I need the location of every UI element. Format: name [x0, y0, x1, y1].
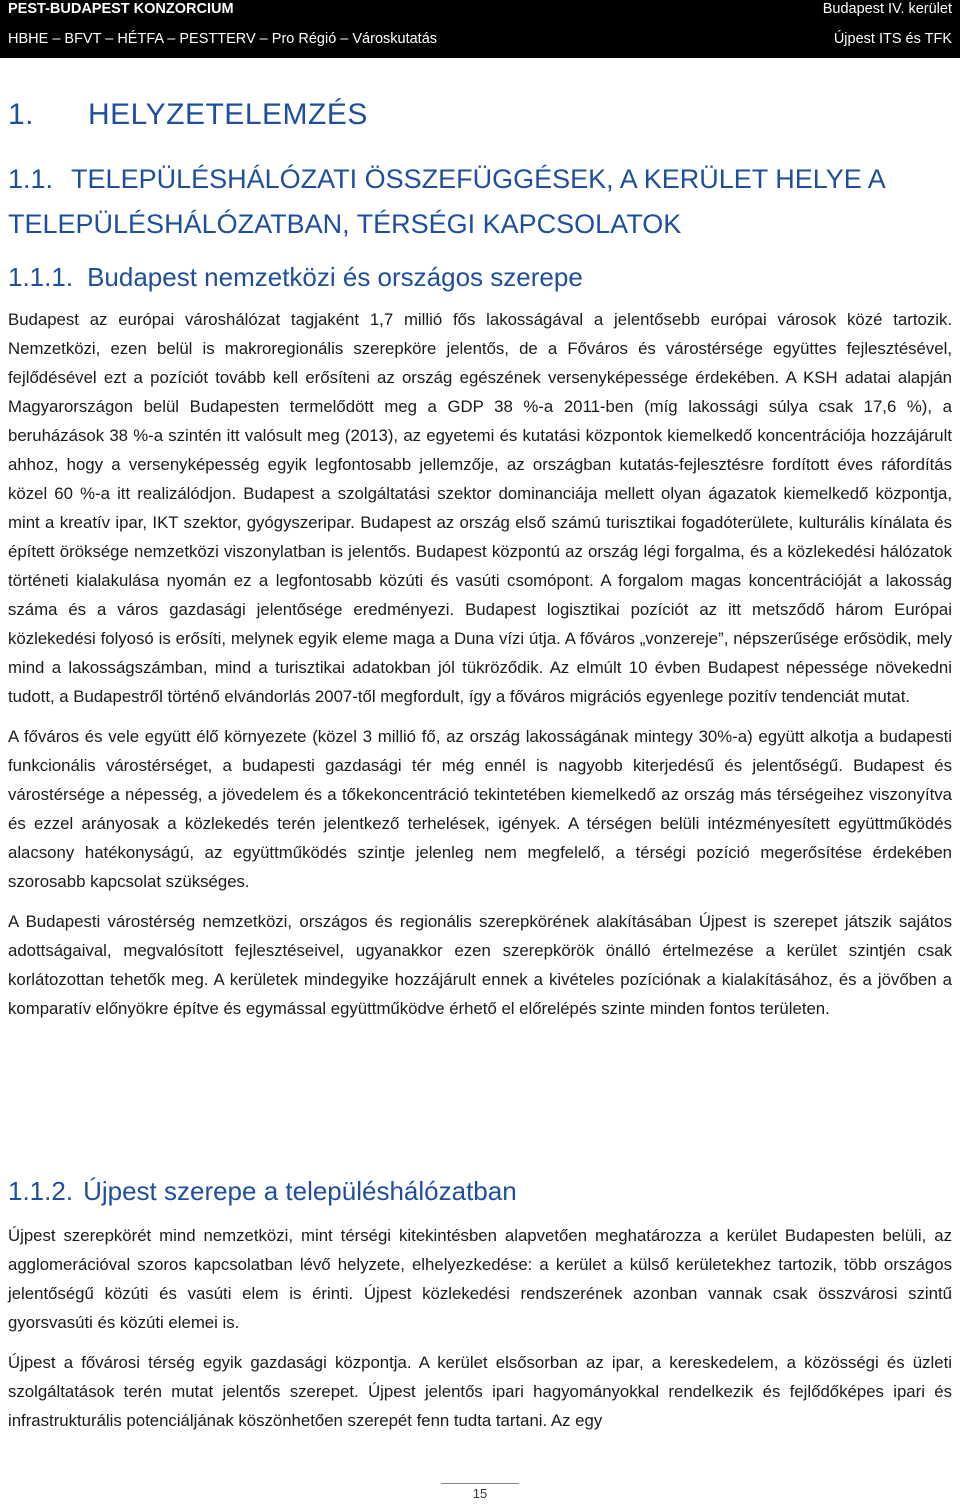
heading-2-title: TELEPÜLÉSHÁLÓZATI ÖSSZEFÜGGÉSEK, A KERÜLET HELYE A TELEPÜLÉSHÁLÓZATBAN, TÉRSÉGI KAPCSOLATOK — [8, 164, 885, 239]
paragraph: Újpest a fővárosi térség egyik gazdasági központja. A kerület elsősorban az ipar, a kereskedelem, a közösségi és üzleti szolgáltatások terén mutat jelentős szerepet. Újpest jelentős ipari hagyományokkal rendelkezik és fejlődőképes ipari és infrastrukturális potenciáljának köszönhetően szerepét fenn tudta tartani. Az egy — [8, 1353, 952, 1430]
footer-divider — [441, 1483, 519, 1484]
heading-3-number: 1.1.1. — [8, 262, 74, 292]
heading-level-2 — [8, 157, 952, 247]
header-district: Budapest IV. kerület — [822, 1, 952, 17]
heading-1-title: HELYZETELEMZÉS — [88, 98, 368, 131]
heading-3b-number: 1.1.2. — [8, 1176, 74, 1206]
heading-2-number: 1.1. — [8, 164, 54, 194]
paragraph: A főváros és vele együtt élő környezete (közel 3 millió fő, az ország lakosságának mintegy 30%-a) együtt alkotja a budapesti funkcionális várostérséget, a budapesti gazdasági tér még ennél is nagyobb kiterjedésű és jelentőségű. Budapest és várostérsége a népesség, a jövedelem és a tőkekoncentráció tekintetében kiemelkedő az ország más térségeihez viszonyítva és ezzel arányosak a közlekedés terén jelentkező terhelések, igények. A térségen belüli intézményesített együttműködés alacsony hatékonyságú, az együttműködés szintje jelenleg nem megfelelő, a térségi pozíció megerősítése érdekében szorosabb kapcsolat szükséges. — [8, 727, 952, 891]
header-document-type: Újpest ITS és TFK — [833, 31, 952, 47]
page-header — [0, 0, 960, 58]
header-partners: HBHE – BFVT – HÉTFA – PESTTERV – Pro Régió – Városkutatás — [8, 31, 438, 47]
heading-3-title: Budapest nemzetközi és országos szerepe — [87, 262, 583, 292]
paragraph: Újpest szerepkörét mind nemzetközi, mint térségi kitekintésben alapvetően meghatározza a kerület Budapesten belüli, az agglomerációval szoros kapcsolatban lévő helyzete, elhelyezkedése: a kerület a külső kerületekhez tartozik, több országos jelentőségű közúti és vasúti elem is érinti. Újpest közlekedési rendszerének azonban vannak csak összvárosi szintű gyorsvasúti és közúti elemei is. — [8, 1226, 952, 1332]
paragraph: Budapest az európai városhálózat tagjaként 1,7 millió fős lakosságával a jelentősebb európai városok közé tartozik. Nemzetközi, ezen belül is makroregionális szerepköre jelentős, de a Főváros és várostérsége együttes fejlesztésével, fejlődésével ezt a pozíciót tovább kell erősíteni az ország egészének versenyképessége érdekében. A KSH adatai alapján Magyarországon belül Budapesten termelődött meg a GDP 38 %-a 2011-ben (míg lakossági súlya csak 17,6 %), a beruházások 38 %-a szintén itt valósult meg (2013), az egyetemi és kutatási központok kiemelkedő koncentrációja hozzájárult ahhoz, hogy a versenyképesség egyik legfontosabb jellemzője, az országban kutatás-fejlesztésre fordított éves ráfordítás közel 60 %-a itt realizálódjon. Budapest a szolgáltatási szektor dominanciája mellett olyan ágazatok kiemelkedő központja, mint a kreatív ipar, IKT szektor, gyógyszeripar. Budapest az ország első számú turisztikai fogadóterülete, kulturális kínálata és épített öröksége nemzetközi viszonylatban is jelentős. Budapest központú az ország légi forgalma, és a közlekedési hálózatok történeti kialakulása nyomán ez a legfontosabb közúti és vasúti csomópont. A forgalom magas koncentrációját a lakosság száma és a város gazdasági jelentősége eredményezi. Budapest logisztikai pozíciót az itt metsződő három Európai közlekedési folyosó is erősíti, melynek egyik eleme maga a Duna vízi útja. A főváros „vonzereje”, népszerűsége erősödik, mely mind a lakosságszámban, mind a turisztikai adatokban jól tükröződik. Az elmúlt 10 évben Budapest népessége növekedni tudott, a Budapestről történő elvándorlás 2007-től megfordult, így a főváros migrációs egyenlege pozitív tendenciát mutat. — [8, 310, 952, 706]
section-1-1-1-body — [8, 305, 952, 1034]
heading-level-3 — [8, 262, 583, 293]
page-number: 15 — [472, 1486, 488, 1501]
heading-3b-title: Újpest szerepe a településhálózatban — [83, 1176, 517, 1206]
heading-level-1 — [8, 98, 368, 132]
heading-level-3-second — [8, 1176, 517, 1207]
heading-1-number: 1. — [8, 98, 35, 131]
paragraph: A Budapesti várostérség nemzetközi, országos és regionális szerepkörének alakításában Újpest is szerepet játszik sajátos adottságaival, megvalósított fejlesztéseivel, ugyanakkor ezen szerepkörök önálló értelmezése a kerület szintjén csak korlátozottan tehetők meg. A kerületek mindegyike hozzájárult ennek a kivételes pozíciónak a kialakításához, és a jövőben a komparatív előnyökre építve és egymással együttműködve érhető el előrelépés szinte minden fontos területen. — [8, 912, 952, 1018]
section-1-1-2-body — [8, 1221, 952, 1446]
header-consortium: PEST-BUDAPEST KONZORCIUM — [8, 1, 234, 17]
